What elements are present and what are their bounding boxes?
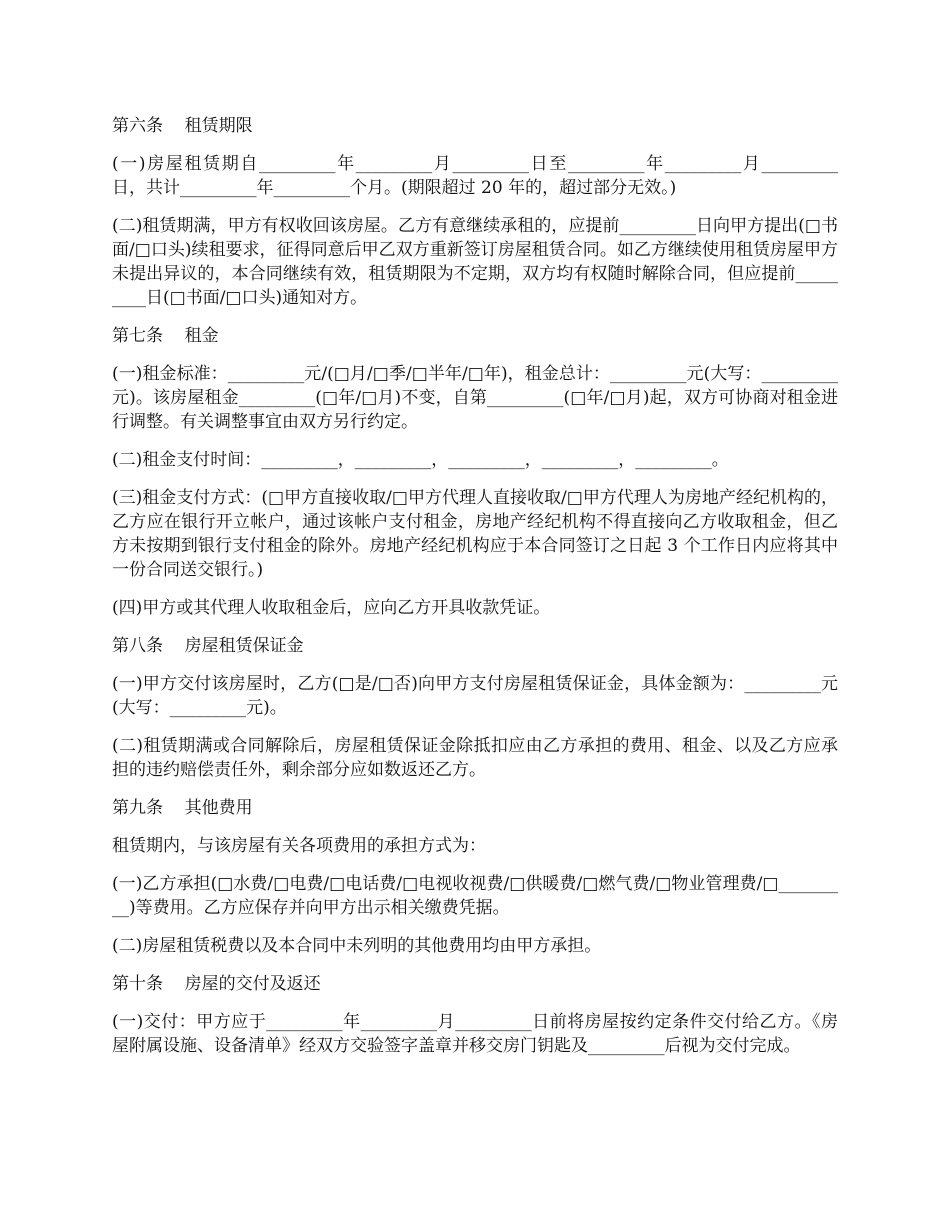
article-8-heading: 第八条 房屋租赁保证金 (112, 636, 304, 656)
article-6-clause-1: (一)房屋租赁期自_________年_________月_________日至_________年_________月_________日，共计_________年_________个月。(期限超过 20 年的，超过部分无效。) (112, 154, 838, 198)
article-10-heading: 第十条 房屋的交付及返还 (112, 974, 321, 994)
article-9-heading: 第九条 其他费用 (112, 798, 253, 818)
article-6-clause-2: (二)租赁期满，甲方有权收回该房屋。乙方有意继续承租的，应提前_________日向甲方提出(□书面/□口头)续租要求，征得同意后甲乙双方重新签订房屋租赁合同。如乙方继续使用租赁房屋甲方未提出异议的，本合同继续有效，租赁期限为不定期，双方均有权随时解除合同，但应提前_________日(□书面/□口头)通知对方。 (112, 216, 838, 308)
article-7-clause-2: (二)租金支付时间：_________，_________，_________，_________，_________。 (112, 450, 729, 470)
article-9-intro: 租赁期内，与该房屋有关各项费用的承担方式为： (112, 836, 486, 856)
article-8-clause-2: (二)租赁期满或合同解除后，房屋租赁保证金除抵扣应由乙方承担的费用、租金、以及乙方应承担的违约赔偿责任外，剩余部分应如数返还乙方。 (112, 736, 838, 780)
article-7-heading: 第七条 租金 (112, 326, 219, 346)
article-9-clause-2: (二)房屋租赁税费以及本合同中未列明的其他费用均由甲方承担。 (112, 936, 602, 956)
article-7-clause-3: (三)租金支付方式：(□甲方直接收取/□甲方代理人直接收取/□甲方代理人为房地产经纪机构的，乙方应在银行开立帐户，通过该帐户支付租金，房地产经纪机构不得直接向乙方收取租金，但乙方未按期到银行支付租金的除外。房地产经纪机构应于本合同签订之日起 3 个工作日内应将其中一份合同送交银行。) (112, 488, 838, 580)
article-8-clause-1: (一)甲方交付该房屋时，乙方(□是/□否)向甲方支付房屋租赁保证金，具体金额为：_________元(大写：_________元)。 (112, 674, 838, 718)
article-10-clause-1: (一)交付：甲方应于_________年_________月_________日前将房屋按约定条件交付给乙方。《房屋附属设施、设备清单》经双方交验签字盖章并移交房门钥匙及_________后视为交付完成。 (112, 1012, 838, 1056)
article-6-heading: 第六条 租赁期限 (112, 116, 253, 136)
article-7-clause-4: (四)甲方或其代理人收取租金后，应向乙方开具收款凭证。 (112, 598, 551, 618)
article-9-clause-1: (一)乙方承担(□水费/□电费/□电话费/□电视收视费/□供暖费/□燃气费/□物业管理费/□_________)等费用。乙方应保存并向甲方出示相关缴费凭据。 (112, 874, 838, 918)
article-7-clause-1: (一)租金标准：_________元/(□月/□季/□半年/□年)，租金总计：_________元(大写：_________元)。该房屋租金_________(□年/□月)不变，自第_________(□年/□月)起，双方可协商对租金进行调整。有关调整事宜由双方另行约定。 (112, 364, 838, 432)
document-page (112, 104, 838, 1072)
